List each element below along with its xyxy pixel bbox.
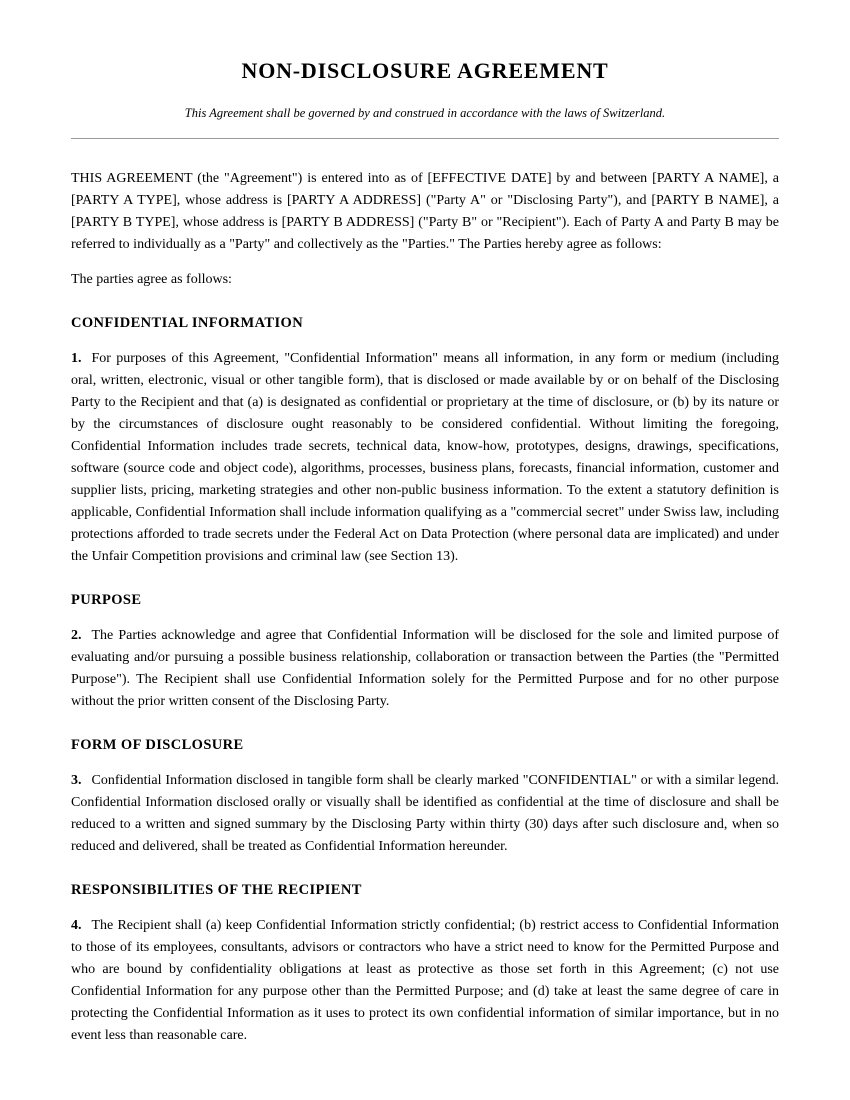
section-form-of-disclosure: [71, 734, 779, 858]
section-confidential-information: [71, 312, 779, 568]
section-heading: CONFIDENTIAL INFORMATION: [71, 315, 304, 331]
section-heading: PURPOSE: [71, 592, 142, 608]
clause-4-number: 4.: [71, 918, 82, 933]
clause-1-paragraph: [71, 348, 779, 568]
governing-law-note: This Agreement shall be governed by and construed in accordance with the laws of Switzerland.: [184, 106, 666, 120]
section-heading: FORM OF DISCLOSURE: [71, 737, 244, 753]
section-responsibilities-of-the-recipient: [71, 879, 779, 1047]
clause-1-text: For purposes of this Agreement, "Confidential Information" means all information, in any form or medium (including oral, written, electronic, visual or other tangible form), that is disclosed or made available by or on behalf of the Disclosing Party to the Recipient and that (a) is designated as confidential or proprietary at the time of disclosure, or (b) by its nature or by the circumstances of disclosure ought reasonably to be considered confidential. Without limiting the foregoing, Confidential Information includes trade secrets, technical data, know-how, prototypes, designs, drawings, specifications, software (source code and object code), algorithms, processes, business plans, forecasts, financial information, customer and supplier lists, pricing, marketing strategies and other non-public business information. To the extent a statutory definition is applicable, Confidential Information shall include information qualifying as a "commercial secret" under Swiss law, including protections afforded to trade secrets under the Federal Act on Data Protection (where personal data are implicated) and under the Unfair Competition provisions and criminal law (see Section 13).: [71, 351, 779, 564]
lead-in-paragraph: The parties agree as follows:: [71, 272, 232, 287]
clause-4-paragraph: [71, 915, 779, 1047]
title-divider: [71, 138, 779, 139]
section-purpose: [71, 589, 779, 713]
clause-1-number: 1.: [71, 351, 82, 366]
document-title: NON-DISCLOSURE AGREEMENT: [241, 58, 609, 83]
clause-3-paragraph: [71, 770, 779, 858]
intro-paragraph: THIS AGREEMENT (the "Agreement") is entered into as of [EFFECTIVE DATE] by and between [PARTY A NAME], a [PARTY A TYPE], whose address is [PARTY A ADDRESS] ("Party A" or "Disclosing Party"), and [PARTY B NAME], a [PARTY B TYPE], whose address is [PARTY B ADDRESS] ("Party B" or "Recipient"). Each of Party A and Party B may be referred to individually as a "Party" and collectively as the "Parties." The Parties hereby agree as follows:: [71, 171, 779, 252]
clause-4-text: The Recipient shall (a) keep Confidential Information strictly confidential; (b) restrict access to Confidential Information to those of its employees, consultants, advisors or contractors who have a strict need to know for the Permitted Purpose and who are bound by confidentiality obligations at least as protective as those set forth in this Agreement; (c) not use Confidential Information for any purpose other than the Permitted Purpose; and (d) take at least the same degree of care in protecting the Confidential Information as it uses to protect its own confidential information of similar importance, but in no event less than reasonable care.: [71, 918, 779, 1043]
clause-3-number: 3.: [71, 773, 82, 788]
section-heading: RESPONSIBILITIES OF THE RECIPIENT: [71, 882, 362, 898]
clause-2-text: The Parties acknowledge and agree that Confidential Information will be disclosed for the sole and limited purpose of evaluating and/or pursuing a possible business relationship, collaboration or transaction between the Parties (the "Permitted Purpose"). The Recipient shall use Confidential Information solely for the Permitted Purpose and for no other purpose without the prior written consent of the Disclosing Party.: [71, 628, 779, 709]
clause-3-text: Confidential Information disclosed in tangible form shall be clearly marked "CONFIDENTIAL" or with a similar legend. Confidential Information disclosed orally or visually shall be identified as confidential at the time of disclosure and shall be reduced to a written and signed summary by the Disclosing Party within thirty (30) days after such disclosure and, when so reduced and delivered, shall be treated as Confidential Information hereunder.: [71, 773, 779, 854]
clause-2-paragraph: [71, 625, 779, 713]
clause-2-number: 2.: [71, 628, 82, 643]
